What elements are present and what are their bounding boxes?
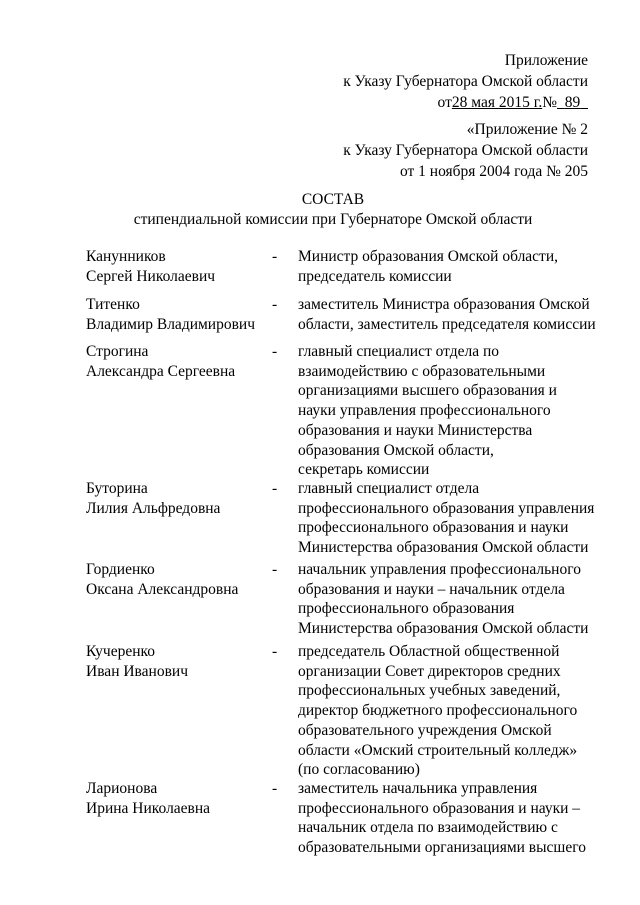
member-dash: -	[272, 643, 278, 660]
member-role-line: области, заместитель председателя комиссии	[298, 315, 596, 333]
member-given-names: Лилия Альфредовна	[86, 499, 221, 517]
member-role	[298, 247, 598, 286]
member-surname: Канунников	[86, 248, 166, 265]
member-name	[86, 479, 266, 518]
member-role-line: образования и науки Министерства	[298, 421, 533, 439]
member-surname: Ларионова	[86, 780, 158, 797]
member-role-line: профессионального образования управления	[298, 499, 595, 517]
appendix-decree-ref: к Указу Губернатора Омской области	[343, 73, 588, 90]
member-name	[86, 560, 266, 599]
appendix-number: 89	[564, 94, 581, 111]
member-role-line: образовательного учреждения Омской	[298, 721, 552, 739]
member-role	[298, 560, 598, 639]
member-role-line: профессионального образования и науки	[298, 519, 569, 537]
member-role-line: профессионального образования и науки –	[298, 799, 581, 817]
member-role	[298, 779, 598, 858]
member-role-line: председатель Областной общественной	[298, 643, 560, 660]
member-role-line: секретарь комиссии	[298, 461, 430, 479]
member-role-line: начальник управления профессионального	[298, 561, 581, 578]
member-given-names: Сергей Николаевич	[86, 267, 216, 285]
member-dash: -	[272, 780, 278, 797]
page-subtitle: стипендиальной комиссии при Губернаторе Омской области	[133, 211, 533, 228]
member-surname: Кучеренко	[86, 643, 156, 660]
member-role-line: заместитель Министра образования Омской	[298, 296, 590, 313]
member-given-names: Александра Сергеевна	[86, 362, 236, 380]
appendix-title: Приложение	[504, 52, 588, 69]
member-role-line: председатель комиссии	[298, 267, 452, 285]
member-role-line: главный специалист отдела	[298, 480, 480, 497]
member-role-line: Министерства образования Омской области	[298, 539, 589, 557]
member-role-line: профессиональных учебных заведений,	[298, 682, 561, 700]
member-role-line: образования Омской области,	[298, 441, 494, 459]
appendix-date-line: от28 мая 2015 г.№ 89	[343, 92, 588, 113]
previous-appendix-title: «Приложение № 2	[466, 121, 588, 138]
member-surname: Строгина	[86, 343, 149, 360]
member-given-names: Оксана Александровна	[86, 580, 239, 598]
member-name	[86, 779, 266, 818]
member-role-line: науки управления профессионального	[298, 402, 551, 420]
member-role-line: директор бюджетного профессионального	[298, 702, 578, 720]
page-title: СОСТАВ	[301, 191, 365, 208]
member-surname: Буторина	[86, 480, 148, 497]
member-role	[298, 342, 598, 480]
member-role-line: профессионального образования	[298, 600, 515, 618]
member-name	[86, 295, 266, 334]
member-role-line: организациями высшего образования и	[298, 382, 557, 400]
member-given-names: Ирина Николаевна	[86, 799, 211, 817]
member-role-line: начальник отдела по взаимодействию с	[298, 819, 558, 837]
appendix-header	[343, 50, 588, 113]
member-dash: -	[272, 296, 278, 313]
member-dash: -	[272, 248, 278, 265]
member-role-line: (по согласованию)	[298, 761, 420, 779]
member-name	[86, 247, 266, 286]
member-role-line: области «Омский строительный колледж»	[298, 741, 578, 759]
member-role-line: образовательными организациями высшего	[298, 839, 586, 857]
member-role-line: организации Совет директоров средних	[298, 662, 561, 680]
document-title	[0, 190, 640, 230]
member-role-line: главный специалист отдела по	[298, 343, 500, 360]
member-role-line: Министр образования Омской области,	[298, 248, 559, 265]
member-role	[298, 479, 598, 558]
previous-decree-ref: к Указу Губернатора Омской области	[343, 142, 588, 159]
previous-decree-date: от 1 ноября 2004 года № 205	[399, 163, 588, 180]
member-role	[298, 642, 598, 780]
member-name	[86, 642, 266, 681]
member-surname: Гордиенко	[86, 561, 155, 578]
member-given-names: Иван Иванович	[86, 662, 188, 680]
member-role-line: заместитель начальника управления	[298, 780, 538, 797]
member-role-line: образования и науки – начальник отдела	[298, 580, 565, 598]
member-dash: -	[272, 561, 278, 578]
appendix-date: 28 мая 2015 г.	[451, 94, 543, 111]
member-dash: -	[272, 480, 278, 497]
member-name	[86, 342, 266, 381]
member-given-names: Владимир Владимирович	[86, 315, 256, 333]
member-dash: -	[272, 343, 278, 360]
member-role	[298, 295, 598, 334]
previous-appendix-header	[343, 119, 588, 182]
member-role-line: взаимодействию с образовательными	[298, 362, 546, 380]
member-surname: Титенко	[86, 296, 140, 313]
member-role-line: Министерства образования Омской области	[298, 620, 589, 638]
